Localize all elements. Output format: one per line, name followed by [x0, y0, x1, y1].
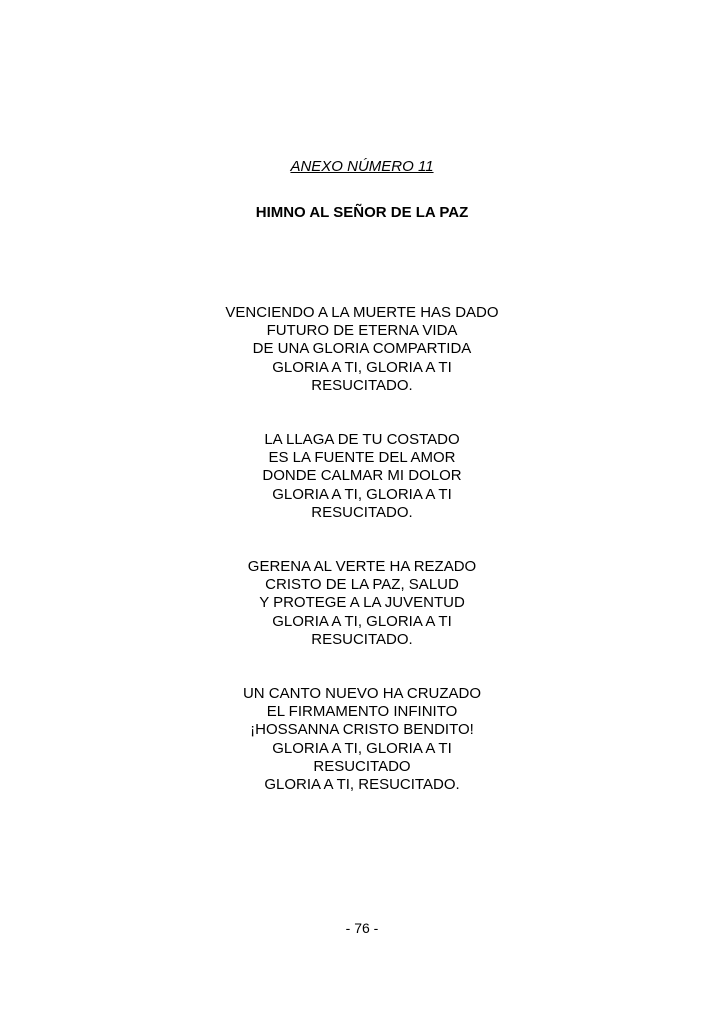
annex-heading: ANEXO NÚMERO 11: [290, 158, 434, 175]
page-number: - 76 -: [345, 920, 379, 936]
verse-line: GERENA AL VERTE HA REZADO: [247, 558, 477, 575]
verse-line: LA LLAGA DE TU COSTADO: [264, 431, 460, 448]
verse-line: RESUCITADO.: [311, 503, 413, 521]
verse-line: GLORIA A TI, GLORIA A TI: [272, 739, 452, 757]
verse-line: GLORIA A TI, GLORIA A TI: [272, 358, 452, 376]
stanza-2: [0, 431, 724, 522]
hymn-title: HIMNO AL SEÑOR DE LA PAZ: [255, 204, 469, 221]
verse-line: GLORIA A TI, RESUCITADO.: [264, 776, 460, 794]
verse-line: UN CANTO NUEVO HA CRUZADO: [242, 685, 482, 702]
verse-line: CRISTO DE LA PAZ, SALUD: [265, 576, 459, 594]
verse-line: RESUCITADO.: [311, 630, 413, 648]
verse-line: GLORIA A TI, GLORIA A TI: [272, 485, 452, 503]
stanza-3: [0, 558, 724, 649]
verse-line: EL FIRMAMENTO INFINITO: [266, 703, 458, 721]
verse-line: Y PROTEGE A LA JUVENTUD: [259, 594, 465, 612]
verse-line: ES LA FUENTE DEL AMOR: [268, 449, 456, 467]
verse-line: RESUCITADO: [313, 757, 411, 775]
verse-line: FUTURO DE ETERNA VIDA: [266, 322, 458, 340]
stanza-1: [0, 304, 724, 395]
verse-line: DONDE CALMAR MI DOLOR: [262, 467, 462, 485]
verse-line: DE UNA GLORIA COMPARTIDA: [252, 340, 472, 358]
verse-line: ¡HOSSANNA CRISTO BENDITO!: [250, 721, 474, 739]
verse-line: RESUCITADO.: [311, 376, 413, 394]
verse-line: VENCIENDO A LA MUERTE HAS DADO: [225, 304, 499, 321]
verse-line: GLORIA A TI, GLORIA A TI: [272, 612, 452, 630]
stanza-4: [0, 685, 724, 794]
